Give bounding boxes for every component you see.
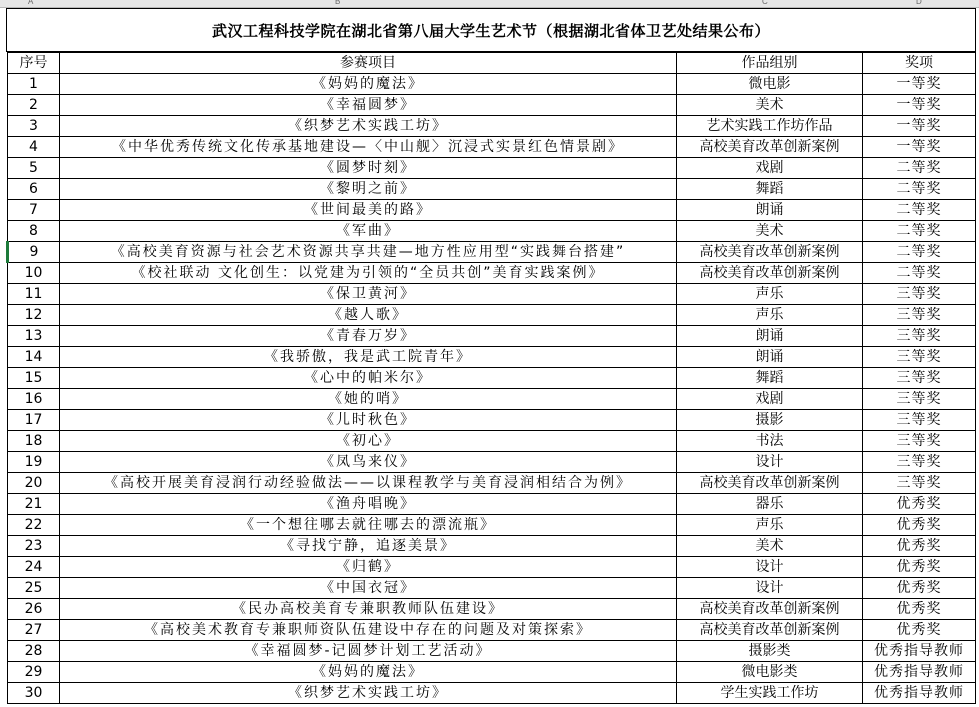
- header-project[interactable]: 参赛项目: [60, 53, 677, 74]
- cell-award[interactable]: 三等奖: [863, 284, 976, 305]
- column-header-bar: [0, 0, 979, 8]
- cell-no[interactable]: 24: [8, 557, 60, 578]
- cell-award[interactable]: 三等奖: [863, 473, 976, 494]
- cell-group[interactable]: 艺术实践工作坊作品: [677, 116, 863, 137]
- cell-award[interactable]: 优秀奖: [863, 578, 976, 599]
- cell-project[interactable]: 《高校开展美育浸润行动经验做法——以课程教学与美育浸润相结合为例》: [60, 473, 677, 494]
- table-row: [8, 74, 976, 95]
- cell-no[interactable]: 26: [8, 599, 60, 620]
- cell-award[interactable]: 二等奖: [863, 221, 976, 242]
- table-row: [8, 263, 976, 284]
- cell-group[interactable]: 摄影类: [677, 641, 863, 662]
- cell-group[interactable]: 高校美育改革创新案例: [677, 620, 863, 641]
- cell-group[interactable]: 舞蹈: [677, 179, 863, 200]
- cell-no[interactable]: 5: [8, 158, 60, 179]
- table-row: [8, 683, 976, 704]
- table-row: [8, 158, 976, 179]
- cell-project[interactable]: 《世间最美的路》: [60, 200, 677, 221]
- cell-group[interactable]: 声乐: [677, 305, 863, 326]
- cell-no[interactable]: 23: [8, 536, 60, 557]
- cell-group[interactable]: 戏剧: [677, 389, 863, 410]
- table-row: [8, 242, 976, 263]
- cell-project[interactable]: 《高校美育资源与社会艺术资源共享共建—地方性应用型“实践舞台搭建”: [60, 242, 677, 263]
- cell-project[interactable]: 《初心》: [60, 431, 677, 452]
- cell-award[interactable]: 优秀奖: [863, 515, 976, 536]
- table-row: [8, 389, 976, 410]
- cell-project[interactable]: 《渔舟唱晚》: [60, 494, 677, 515]
- sheet-title[interactable]: 武汉工程科技学院在湖北省第八届大学生艺术节（根据湖北省体卫艺处结果公布）: [6, 8, 976, 52]
- cell-award[interactable]: 二等奖: [863, 179, 976, 200]
- cell-no[interactable]: 29: [8, 662, 60, 683]
- table-row: [8, 410, 976, 431]
- cell-group[interactable]: 高校美育改革创新案例: [677, 137, 863, 158]
- cell-no[interactable]: 16: [8, 389, 60, 410]
- table-row: [8, 284, 976, 305]
- cell-project[interactable]: 《青春万岁》: [60, 326, 677, 347]
- cell-award[interactable]: 三等奖: [863, 389, 976, 410]
- cell-award[interactable]: 三等奖: [863, 368, 976, 389]
- table-row: [8, 305, 976, 326]
- table-row: [8, 368, 976, 389]
- cell-group[interactable]: 学生实践工作坊: [677, 683, 863, 704]
- cell-award[interactable]: 二等奖: [863, 263, 976, 284]
- cell-award[interactable]: 优秀奖: [863, 599, 976, 620]
- cell-group[interactable]: 高校美育改革创新案例: [677, 263, 863, 284]
- cell-award[interactable]: 三等奖: [863, 431, 976, 452]
- cell-no[interactable]: 30: [8, 683, 60, 704]
- cell-no[interactable]: 25: [8, 578, 60, 599]
- cell-no[interactable]: 18: [8, 431, 60, 452]
- column-letter-b[interactable]: B: [335, 0, 341, 6]
- table-row: [8, 662, 976, 683]
- table-row: [8, 347, 976, 368]
- cell-project[interactable]: 《黎明之前》: [60, 179, 677, 200]
- cell-no[interactable]: 7: [8, 200, 60, 221]
- cell-group[interactable]: 书法: [677, 431, 863, 452]
- cell-award[interactable]: 三等奖: [863, 326, 976, 347]
- cell-award[interactable]: 优秀奖: [863, 494, 976, 515]
- results-table: [6, 52, 976, 704]
- cell-project[interactable]: 《幸福圆梦》: [60, 95, 677, 116]
- table-row: [8, 221, 976, 242]
- cell-no[interactable]: 17: [8, 410, 60, 431]
- cell-project[interactable]: 《寻找宁静，追逐美景》: [60, 536, 677, 557]
- cell-award[interactable]: 优秀奖: [863, 620, 976, 641]
- table-body: [8, 74, 976, 704]
- cell-group[interactable]: 器乐: [677, 494, 863, 515]
- cell-group[interactable]: 舞蹈: [677, 368, 863, 389]
- cell-project[interactable]: 《民办高校美育专兼职教师队伍建设》: [60, 599, 677, 620]
- table-row: [8, 641, 976, 662]
- cell-group[interactable]: 微电影类: [677, 662, 863, 683]
- cell-project[interactable]: 《她的哨》: [60, 389, 677, 410]
- cell-group[interactable]: 微电影: [677, 74, 863, 95]
- cell-award[interactable]: 三等奖: [863, 347, 976, 368]
- cell-group[interactable]: 戏剧: [677, 158, 863, 179]
- cell-no[interactable]: 13: [8, 326, 60, 347]
- cell-project[interactable]: 《中国衣冠》: [60, 578, 677, 599]
- table-row: [8, 137, 976, 158]
- cell-no[interactable]: 11: [8, 284, 60, 305]
- cell-group[interactable]: 高校美育改革创新案例: [677, 473, 863, 494]
- cell-group[interactable]: 设计: [677, 452, 863, 473]
- cell-no[interactable]: 10: [8, 263, 60, 284]
- table-row: [8, 557, 976, 578]
- cell-award[interactable]: 三等奖: [863, 305, 976, 326]
- table-row: [8, 536, 976, 557]
- cell-award[interactable]: 优秀奖: [863, 536, 976, 557]
- cell-project[interactable]: 《儿时秋色》: [60, 410, 677, 431]
- header-award[interactable]: 奖项: [863, 53, 976, 74]
- table-row: [8, 620, 976, 641]
- cell-no[interactable]: 2: [8, 95, 60, 116]
- cell-group[interactable]: 摄影: [677, 410, 863, 431]
- cell-award[interactable]: 二等奖: [863, 158, 976, 179]
- header-row: [8, 53, 976, 74]
- cell-award[interactable]: 优秀指导教师: [863, 662, 976, 683]
- cell-project[interactable]: 《妈妈的魔法》: [60, 74, 677, 95]
- cell-no[interactable]: 19: [8, 452, 60, 473]
- cell-award[interactable]: 一等奖: [863, 116, 976, 137]
- table-row: [8, 452, 976, 473]
- cell-award[interactable]: 二等奖: [863, 200, 976, 221]
- table-row: [8, 473, 976, 494]
- cell-project[interactable]: 《军曲》: [60, 221, 677, 242]
- cell-project[interactable]: 《织梦艺术实践工坊》: [60, 116, 677, 137]
- cell-award[interactable]: 一等奖: [863, 137, 976, 158]
- cell-project[interactable]: 《保卫黄河》: [60, 284, 677, 305]
- cell-group[interactable]: 声乐: [677, 515, 863, 536]
- cell-project[interactable]: 《凤鸟来仪》: [60, 452, 677, 473]
- table-row: [8, 494, 976, 515]
- cell-project[interactable]: 《校社联动 文化创生：以党建为引领的“全员共创”美育实践案例》: [60, 263, 677, 284]
- cell-project[interactable]: 《幸福圆梦-记圆梦计划工艺活动》: [60, 641, 677, 662]
- cell-project[interactable]: 《越人歌》: [60, 305, 677, 326]
- table-row: [8, 431, 976, 452]
- column-letter-d[interactable]: D: [916, 0, 922, 6]
- cell-project[interactable]: 《归鹤》: [60, 557, 677, 578]
- cell-group[interactable]: 朗诵: [677, 326, 863, 347]
- cell-project[interactable]: 《妈妈的魔法》: [60, 662, 677, 683]
- cell-project[interactable]: 《心中的帕米尔》: [60, 368, 677, 389]
- cell-project[interactable]: 《织梦艺术实践工坊》: [60, 683, 677, 704]
- table-row: [8, 578, 976, 599]
- cell-no[interactable]: 22: [8, 515, 60, 536]
- header-group[interactable]: 作品组别: [677, 53, 863, 74]
- cell-award[interactable]: 三等奖: [863, 410, 976, 431]
- table-row: [8, 200, 976, 221]
- cell-award[interactable]: 一等奖: [863, 95, 976, 116]
- cell-project[interactable]: 《中华优秀传统文化传承基地建设—〈中山舰〉沉浸式实景红色情景剧》: [60, 137, 677, 158]
- cell-no[interactable]: 21: [8, 494, 60, 515]
- table-row: [8, 95, 976, 116]
- cell-project[interactable]: 《高校美术教育专兼职师资队伍建设中存在的问题及对策探索》: [60, 620, 677, 641]
- table-row: [8, 179, 976, 200]
- table-row: [8, 116, 976, 137]
- cell-no[interactable]: 4: [8, 137, 60, 158]
- cell-project[interactable]: 《我骄傲，我是武工院青年》: [60, 347, 677, 368]
- cell-group[interactable]: 设计: [677, 557, 863, 578]
- cell-group[interactable]: 朗诵: [677, 200, 863, 221]
- cell-group[interactable]: 设计: [677, 578, 863, 599]
- cell-group[interactable]: 美术: [677, 221, 863, 242]
- cell-award[interactable]: 优秀指导教师: [863, 683, 976, 704]
- cell-no[interactable]: 3: [8, 116, 60, 137]
- cell-no[interactable]: 14: [8, 347, 60, 368]
- cell-project[interactable]: 《圆梦时刻》: [60, 158, 677, 179]
- table-row: [8, 599, 976, 620]
- cell-no[interactable]: 8: [8, 221, 60, 242]
- cell-no[interactable]: 15: [8, 368, 60, 389]
- table-row: [8, 326, 976, 347]
- cell-award[interactable]: 二等奖: [863, 242, 976, 263]
- column-letter-c[interactable]: C: [762, 0, 768, 6]
- cell-no[interactable]: 1: [8, 74, 60, 95]
- cell-no[interactable]: 6: [8, 179, 60, 200]
- cell-award[interactable]: 优秀奖: [863, 557, 976, 578]
- column-letter-a[interactable]: A: [28, 0, 34, 6]
- cell-group[interactable]: 朗诵: [677, 347, 863, 368]
- cell-group[interactable]: 声乐: [677, 284, 863, 305]
- cell-group[interactable]: 美术: [677, 536, 863, 557]
- table-row: [8, 515, 976, 536]
- cell-award[interactable]: 三等奖: [863, 452, 976, 473]
- cell-award[interactable]: 一等奖: [863, 74, 976, 95]
- cell-group[interactable]: 高校美育改革创新案例: [677, 599, 863, 620]
- cell-no[interactable]: 28: [8, 641, 60, 662]
- cell-no[interactable]: 20: [8, 473, 60, 494]
- cell-no[interactable]: 9: [8, 242, 60, 263]
- cell-no[interactable]: 12: [8, 305, 60, 326]
- cell-group[interactable]: 美术: [677, 95, 863, 116]
- cell-group[interactable]: 高校美育改革创新案例: [677, 242, 863, 263]
- cell-award[interactable]: 优秀指导教师: [863, 641, 976, 662]
- cell-no[interactable]: 27: [8, 620, 60, 641]
- header-no[interactable]: 序号: [8, 53, 60, 74]
- cell-project[interactable]: 《一个想往哪去就往哪去的漂流瓶》: [60, 515, 677, 536]
